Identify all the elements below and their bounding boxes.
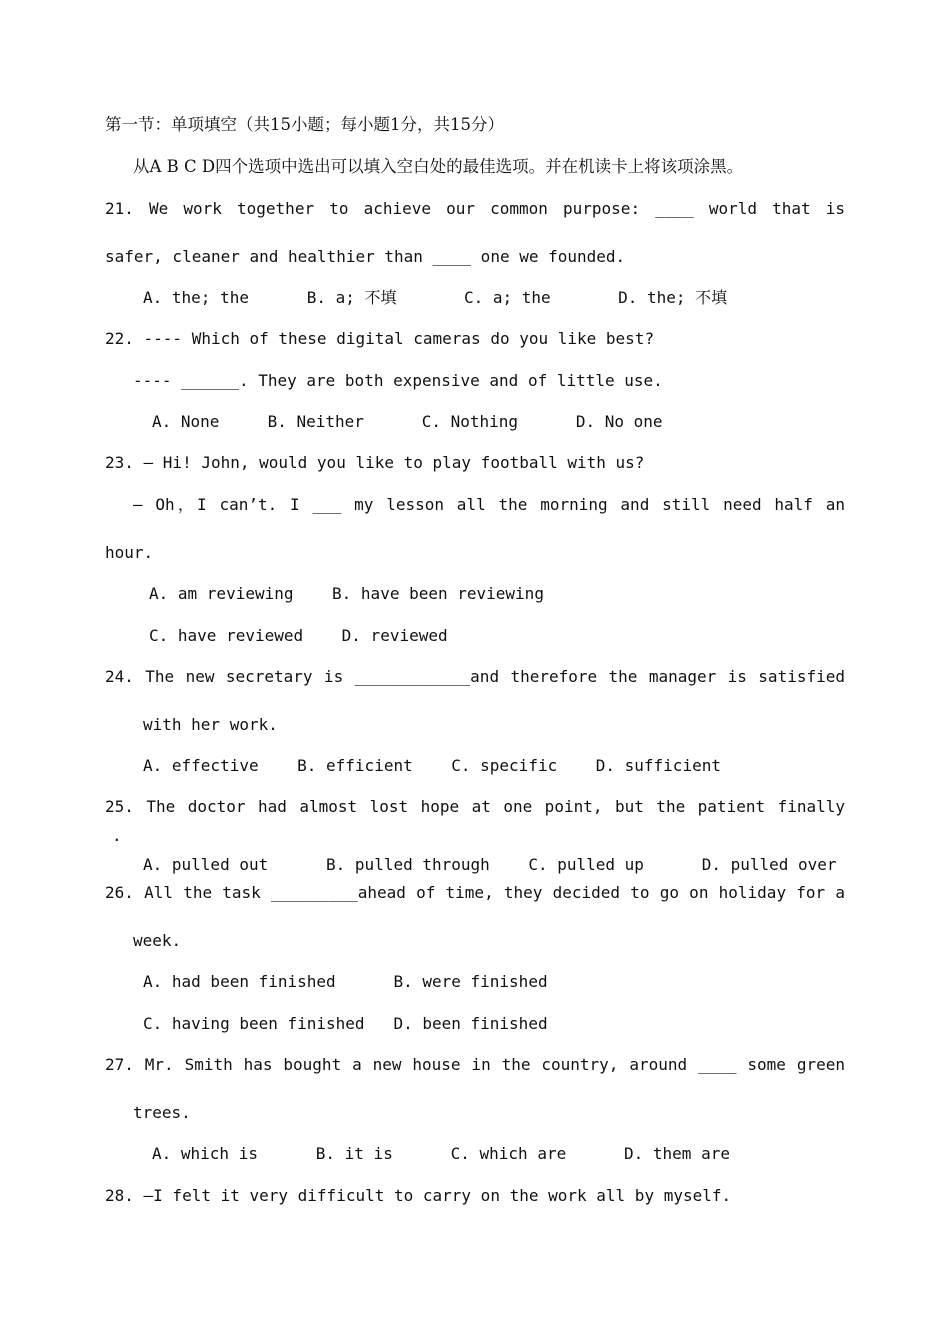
question-23-options-row-2: C. have reviewed D. reviewed <box>149 626 448 645</box>
question-25-options: A. pulled out B. pulled through C. pulled up D. pulled over <box>143 855 837 874</box>
question-26-stem: 26. All the task _________ahead of time, they decided to go on holiday for a <box>105 883 845 902</box>
question-26-options-row-2: C. having been finished D. been finished <box>143 1014 548 1033</box>
question-22-reply: ---- ______. They are both expensive and of little use. <box>133 371 663 390</box>
question-27-stem: 27. Mr. Smith has bought a new house in the country, around ____ some green <box>105 1055 845 1074</box>
question-27-stem-continued: trees. <box>133 1103 191 1122</box>
question-23-reply: — Oh，I can’t. I ___ my lesson all the morning and still need half an <box>133 495 845 514</box>
question-23-reply-continued: hour. <box>105 543 154 562</box>
question-28-stem: 28. —I felt it very difficult to carry on the work all by myself. <box>105 1186 732 1205</box>
question-22-options: A. None B. Neither C. Nothing D. No one <box>152 412 663 431</box>
question-27-options: A. which is B. it is C. which are D. them are <box>152 1144 730 1163</box>
question-23-stem: 23. — Hi! John, would you like to play football with us? <box>105 453 645 472</box>
question-21-options: A. the; the B. a; 不填 C. a; the D. the; 不填 <box>143 288 728 307</box>
question-25-stem-continued: . <box>112 826 122 845</box>
question-26-stem-continued: week. <box>133 931 182 950</box>
question-23-options-row-1: A. am reviewing B. have been reviewing <box>149 584 544 603</box>
question-24-options: A. effective B. efficient C. specific D. sufficient <box>143 756 721 775</box>
question-21-stem: 21. We work together to achieve our common purpose: ____ world that is <box>105 199 845 218</box>
question-22-stem: 22. ---- Which of these digital cameras do you like best? <box>105 329 655 348</box>
section-title: 第一节：单项填空（共15小题；每小题1分，共15分） <box>105 115 504 134</box>
section-instruction: 从A B C D四个选项中选出可以填入空白处的最佳选项。并在机读卡上将该项涂黑。 <box>133 157 744 176</box>
question-24-stem: 24. The new secretary is ____________and therefore the manager is satisfied <box>105 667 845 686</box>
question-21-stem-continued: safer, cleaner and healthier than ____ one we founded. <box>105 247 626 266</box>
question-26-options-row-1: A. had been finished B. were finished <box>143 972 548 991</box>
question-25-stem: 25. The doctor had almost lost hope at one point, but the patient finally <box>105 797 845 816</box>
question-24-stem-continued: with her work. <box>143 715 278 734</box>
